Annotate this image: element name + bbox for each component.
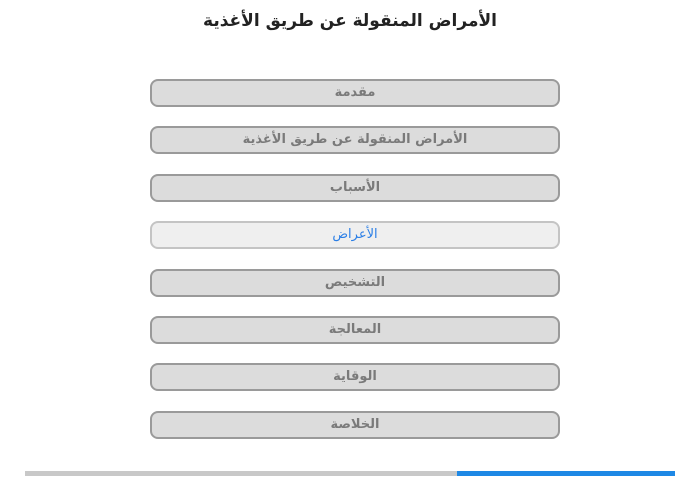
menu-item-prevention[interactable]: الوقاية: [150, 363, 560, 391]
menu-item-treatment[interactable]: المعالجة: [150, 316, 560, 344]
menu-item-foodborne-diseases[interactable]: الأمراض المنقولة عن طريق الأغذية: [150, 126, 560, 154]
section-menu: [150, 79, 560, 458]
progress-bar-fill: [457, 471, 675, 476]
menu-item-symptoms[interactable]: الأعراض: [150, 221, 560, 249]
menu-item-introduction[interactable]: مقدمة: [150, 79, 560, 107]
menu-item-diagnosis[interactable]: التشخيص: [150, 269, 560, 297]
menu-item-causes[interactable]: الأسباب: [150, 174, 560, 202]
progress-bar: [25, 471, 675, 476]
menu-item-conclusion[interactable]: الخلاصة: [150, 411, 560, 439]
page-title: الأمراض المنقولة عن طريق الأغذية: [203, 11, 497, 31]
